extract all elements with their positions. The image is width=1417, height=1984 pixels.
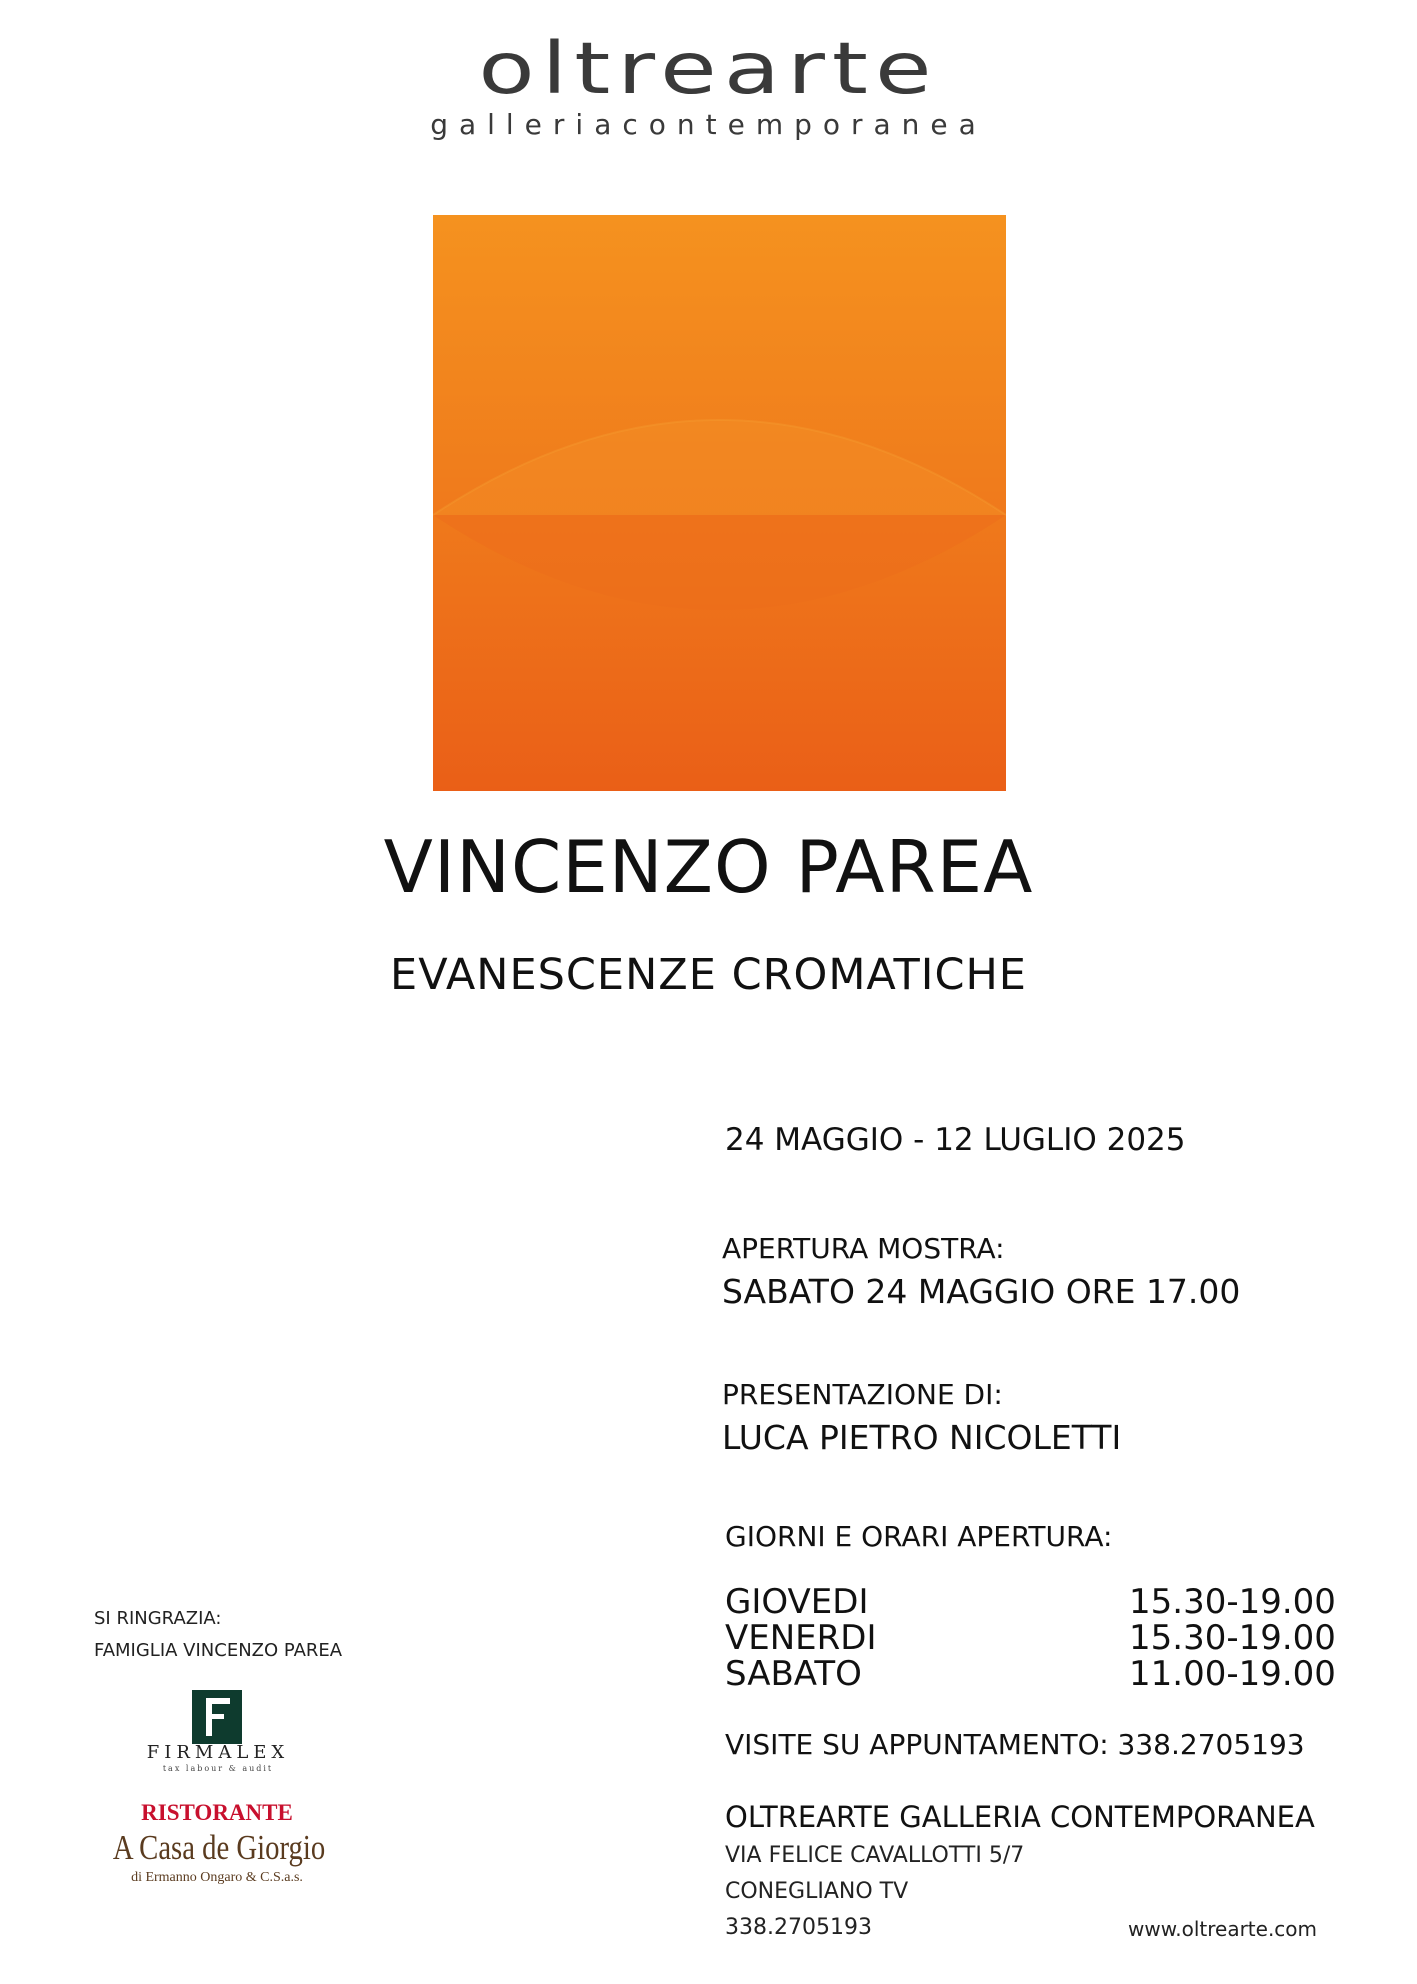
gallery-city: CONEGLIANO TV [725,1879,909,1904]
hours-day: GIOVEDI [725,1582,869,1622]
thanks-name: FAMIGLIA VINCENZO PAREA [94,1640,343,1661]
artist-name: VINCENZO PAREA [383,825,1034,909]
artwork-image [433,215,1006,791]
firmalex-logo-icon [192,1690,242,1744]
gallery-logo: oltrearte [478,26,939,111]
hours-day: SABATO [725,1654,862,1694]
restaurant-logo-sub: di Ermanno Ongaro & C.S.a.s. [131,1870,303,1885]
hours-time: 11.00-19.00 [1129,1654,1336,1694]
gallery-address: VIA FELICE CAVALLOTTI 5/7 [725,1843,1025,1868]
gallery-logo-subtitle: galleriacontemporanea [430,108,987,141]
exhibition-dates: 24 MAGGIO - 12 LUGLIO 2025 [725,1122,1186,1158]
opening-label: APERTURA MOSTRA: [722,1232,1005,1265]
presentation-label: PRESENTAZIONE DI: [722,1378,1003,1411]
hours-time: 15.30-19.00 [1129,1618,1336,1658]
hours-label: GIORNI E ORARI APERTURA: [725,1520,1113,1553]
restaurant-logo-name: A Casa de Giorgio [112,1828,326,1867]
exhibition-title: EVANESCENZE CROMATICHE [390,950,1027,1000]
gallery-phone: 338.2705193 [725,1915,872,1940]
hours-day: VENERDI [725,1618,877,1658]
hours-time: 15.30-19.00 [1129,1582,1336,1622]
presentation-value: LUCA PIETRO NICOLETTI [722,1418,1122,1457]
firmalex-logo-name: FIRMALEX [146,1742,290,1763]
gallery-website[interactable]: www.oltrearte.com [1128,1917,1318,1941]
appointment-info: VISITE SU APPUNTAMENTO: 338.2705193 [725,1728,1305,1761]
gallery-name: OLTREARTE GALLERIA CONTEMPORANEA [725,1800,1315,1834]
opening-value: SABATO 24 MAGGIO ORE 17.00 [722,1272,1241,1311]
restaurant-logo-label: RISTORANTE [141,1800,293,1825]
firmalex-logo-tagline: tax labour & audit [162,1764,274,1773]
thanks-label: SI RINGRAZIA: [94,1608,222,1629]
